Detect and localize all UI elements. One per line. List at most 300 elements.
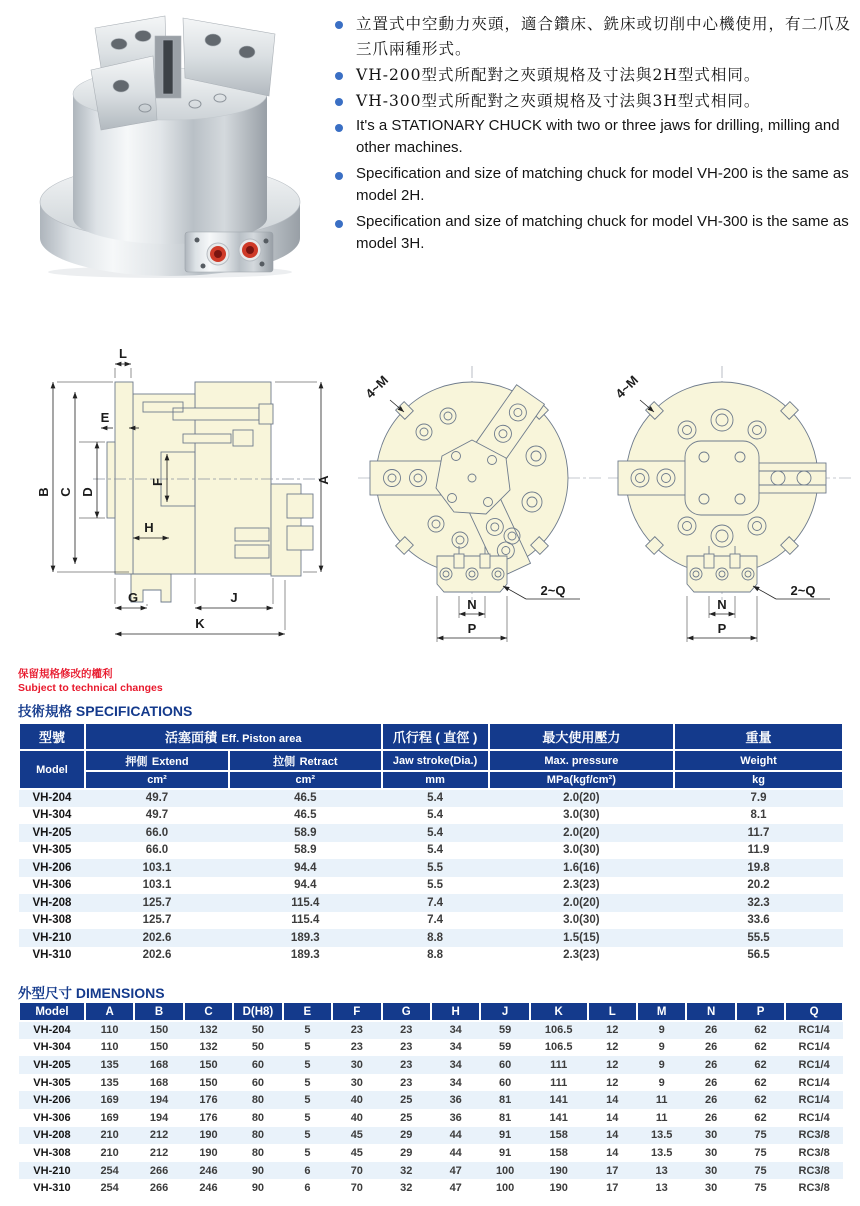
dims-cell: 210 (100, 1129, 119, 1142)
dims-cell: 246 (199, 1164, 218, 1177)
dims-col-header: C (184, 1002, 233, 1021)
dims-cell: 26 (704, 1111, 718, 1124)
dims-cell: 23 (400, 1024, 413, 1037)
spec-h-retract: 拉側 Retract (229, 750, 381, 771)
dims-cell: 60 (499, 1058, 512, 1071)
dims-cell: RC1/4 (798, 1041, 830, 1054)
spec-cell-pressure: 3.0(30) (563, 844, 600, 857)
dims-cell: 23 (350, 1041, 363, 1054)
spec-cell-stroke: 5.5 (427, 861, 444, 874)
dims-cell: 110 (100, 1024, 119, 1037)
spec-cell-weight: 32.3 (747, 896, 770, 909)
dims-cell: RC1/4 (798, 1094, 830, 1107)
dims-cell: 75 (754, 1129, 767, 1142)
spec-row (19, 842, 843, 860)
dims-cell: 141 (549, 1111, 568, 1124)
dims-cell: 75 (754, 1182, 767, 1195)
dims-cell-model: VH-308 (33, 1146, 71, 1159)
bullet-item (330, 163, 858, 207)
dims-cell: 32 (400, 1164, 413, 1177)
spec-h-weight-zh: 重量 (674, 723, 843, 750)
spec-cell-weight: 19.8 (747, 861, 770, 874)
spec-row (19, 859, 843, 877)
chuck-face (618, 382, 826, 574)
spec-cell-stroke: 5.4 (427, 826, 444, 839)
dims-cell: 62 (754, 1111, 767, 1124)
front-view-two-jaw (590, 356, 855, 652)
bullet-dot-icon (335, 124, 343, 132)
dims-cell: 45 (350, 1146, 363, 1159)
spec-cell-extend: 103.1 (142, 861, 172, 874)
dims-cell: 30 (704, 1146, 718, 1159)
spec-h-pressure-en: Max. pressure (489, 750, 674, 771)
dims-cell: 62 (754, 1094, 767, 1107)
dims-cell-model: VH-305 (33, 1076, 71, 1089)
spec-cell-retract: 46.5 (294, 792, 317, 805)
dims-cell-model: VH-210 (33, 1164, 71, 1177)
dims-cell: 190 (549, 1164, 568, 1177)
spec-cell-pressure: 1.5(15) (563, 931, 600, 944)
spec-h-stroke-en: Jaw stroke(Dia.) (382, 750, 489, 771)
dims-cell: 100 (495, 1182, 515, 1195)
dims-row (19, 1179, 843, 1197)
dims-cell: 111 (550, 1058, 568, 1071)
dim-label-l: L (119, 346, 127, 361)
dims-cell: 9 (658, 1024, 665, 1037)
dim-label-b: B (36, 487, 51, 497)
dims-cell: 5 (304, 1041, 311, 1054)
dims-cell: 45 (350, 1129, 363, 1142)
bullet-dot-icon (335, 172, 343, 180)
dims-cell: 26 (704, 1094, 718, 1107)
dims-cell: 150 (149, 1024, 169, 1037)
dims-cell: 90 (251, 1182, 265, 1195)
dims-cell-model: VH-204 (33, 1024, 71, 1037)
spec-cell-model: VH-204 (32, 792, 72, 805)
spec-table-header (19, 723, 843, 789)
dims-cell: 91 (499, 1146, 512, 1159)
dims-cell: 132 (199, 1024, 218, 1037)
spec-cell-stroke: 5.5 (427, 879, 444, 892)
dims-cell: 80 (251, 1111, 265, 1124)
spec-row (19, 929, 843, 947)
dims-cell: 62 (754, 1076, 767, 1089)
spec-h-extend-unit: cm² (85, 771, 229, 789)
dims-cell: 13 (655, 1164, 668, 1177)
dims-cell: 150 (199, 1076, 218, 1089)
dim-label-d: D (80, 487, 95, 497)
dims-cell: 169 (100, 1094, 119, 1107)
disclaimer-zh: 保留規格修改的權利 (18, 668, 113, 680)
spec-h-model-en: Model (19, 750, 85, 789)
dims-col-header: J (480, 1002, 529, 1021)
dims-cell: 29 (400, 1129, 413, 1142)
spec-cell-pressure: 1.6(16) (563, 861, 600, 874)
dims-cell: 6 (304, 1182, 311, 1195)
spec-h-extend: 押側 Extend (85, 750, 229, 771)
dims-cell: 190 (199, 1146, 218, 1159)
dims-cell: 141 (549, 1094, 568, 1107)
bullet-item (330, 115, 858, 159)
dims-cell: 81 (499, 1094, 512, 1107)
spec-h-weight-en: Weight (674, 750, 843, 771)
side-view-drawing (35, 342, 335, 657)
dim-label-e: E (100, 410, 110, 425)
front-view-three-jaw (340, 356, 605, 652)
dims-cell: 23 (350, 1024, 363, 1037)
dims-cell: 50 (251, 1041, 265, 1054)
dims-cell: 11 (655, 1094, 668, 1107)
dims-cell: 25 (400, 1094, 413, 1107)
spec-cell-model: VH-210 (32, 931, 72, 944)
spec-table (18, 722, 844, 964)
dims-cell: 132 (199, 1041, 218, 1054)
bolt-holes-label: 4~M (612, 372, 642, 402)
jaw (752, 463, 826, 493)
dims-cell: RC1/4 (798, 1024, 830, 1037)
spec-cell-model: VH-308 (32, 914, 72, 927)
spec-cell-extend: 125.7 (142, 914, 172, 927)
dims-cell: 17 (606, 1164, 619, 1177)
spec-h-weight-unit: kg (674, 771, 843, 789)
dims-cell: 44 (449, 1146, 462, 1159)
spec-cell-pressure: 3.0(30) (563, 809, 600, 822)
spec-cell-model: VH-205 (32, 826, 72, 839)
dims-cell: 26 (704, 1076, 718, 1089)
dims-cell: RC3/8 (798, 1182, 830, 1195)
dim-label-h: H (144, 520, 154, 535)
bullet-text: VH-200型式所配對之夾頭規格及寸法與2H型式相同。 (356, 66, 761, 84)
dims-cell: 266 (149, 1182, 169, 1195)
dims-cell: 17 (606, 1182, 619, 1195)
spec-cell-extend: 103.1 (142, 879, 172, 892)
spec-cell-pressure: 2.0(20) (563, 896, 600, 909)
dims-cell: 5 (304, 1146, 311, 1159)
spec-cell-retract: 58.9 (294, 844, 317, 857)
jaw (370, 461, 442, 495)
dims-table (18, 1001, 844, 1197)
dims-cell: 5 (304, 1094, 311, 1107)
dims-cell: RC3/8 (798, 1146, 830, 1159)
dims-cell: 80 (251, 1146, 265, 1159)
spec-cell-retract: 115.4 (291, 914, 320, 927)
dims-cell: 14 (606, 1146, 619, 1159)
spec-cell-extend: 66.0 (145, 844, 169, 857)
dims-cell: 59 (499, 1024, 512, 1037)
dims-section-title (18, 982, 165, 1002)
dims-cell: 75 (754, 1164, 767, 1177)
dims-cell: 14 (606, 1111, 619, 1124)
dims-cell: 26 (704, 1041, 718, 1054)
dims-cell-model: VH-206 (33, 1094, 71, 1107)
dims-cell: 13.5 (650, 1129, 673, 1142)
dims-row (19, 1109, 843, 1127)
spec-cell-stroke: 7.4 (427, 914, 444, 927)
dims-cell: 9 (658, 1058, 665, 1071)
dims-cell: 70 (350, 1182, 363, 1195)
dims-row (19, 1039, 843, 1057)
spec-table-body (19, 789, 843, 964)
dims-cell: 158 (549, 1129, 568, 1142)
dims-cell: 80 (251, 1094, 265, 1107)
dims-cell: 30 (704, 1129, 718, 1142)
spec-section-title (18, 700, 192, 720)
dims-cell: 12 (606, 1041, 619, 1054)
dims-cell: 62 (754, 1058, 767, 1071)
dims-cell: RC1/4 (798, 1058, 830, 1071)
dims-cell: 40 (350, 1094, 363, 1107)
dim-label-f: F (150, 478, 165, 486)
dims-cell: 150 (149, 1041, 169, 1054)
dims-cell: 62 (754, 1041, 767, 1054)
spec-cell-pressure: 2.0(20) (563, 826, 600, 839)
disclaimer (18, 668, 163, 695)
dims-title-en: DIMENSIONS (75, 985, 165, 1001)
spec-h-retract-unit: cm² (229, 771, 381, 789)
dims-cell: 34 (449, 1041, 462, 1054)
spec-cell-pressure: 2.0(20) (563, 792, 600, 805)
spec-cell-extend: 49.7 (145, 792, 169, 805)
dims-col-header: P (736, 1002, 785, 1021)
dims-col-header: D(H8) (233, 1002, 282, 1021)
dims-cell: 212 (149, 1146, 169, 1159)
dims-cell: 168 (149, 1076, 169, 1089)
dims-cell: 91 (499, 1129, 512, 1142)
dims-cell: 14 (606, 1129, 619, 1142)
dims-cell: 168 (149, 1058, 169, 1071)
spec-h-stroke-zh: 爪行程 ( 直徑 ) (382, 723, 489, 750)
dims-cell: 12 (606, 1076, 619, 1089)
dims-cell: 212 (149, 1129, 169, 1142)
dims-cell: 30 (704, 1164, 718, 1177)
dims-cell: 81 (499, 1111, 512, 1124)
spec-cell-model: VH-206 (32, 861, 72, 874)
dims-col-header: E (283, 1002, 332, 1021)
spec-cell-pressure: 2.3(23) (563, 949, 600, 962)
spec-title-zh: 技術規格 (18, 704, 72, 719)
dims-table-body (19, 1021, 843, 1197)
dims-cell: 25 (400, 1111, 413, 1124)
spec-cell-extend: 49.7 (145, 809, 169, 822)
spec-h-pressure-zh: 最大使用壓力 (489, 723, 674, 750)
spec-row (19, 877, 843, 895)
dims-cell: 30 (350, 1076, 363, 1089)
dims-cell-model: VH-304 (33, 1041, 71, 1054)
spec-cell-retract: 94.4 (294, 861, 317, 874)
bullet-dot-icon (335, 21, 343, 29)
dims-cell: 5 (304, 1111, 311, 1124)
dims-cell: 12 (606, 1058, 619, 1071)
spec-cell-extend: 202.6 (142, 931, 172, 944)
dims-row (19, 1074, 843, 1092)
bullet-item (330, 211, 858, 255)
spec-cell-extend: 202.6 (142, 949, 172, 962)
dims-cell: 190 (549, 1182, 568, 1195)
spec-row (19, 824, 843, 842)
dims-cell: 47 (449, 1182, 462, 1195)
dims-cell: 150 (199, 1058, 218, 1071)
dims-col-header: G (382, 1002, 431, 1021)
dims-cell: 34 (449, 1024, 462, 1037)
spec-cell-model: VH-310 (32, 949, 72, 962)
dims-cell: 59 (499, 1041, 512, 1054)
dims-cell: RC3/8 (798, 1129, 830, 1142)
dims-cell: 36 (449, 1094, 462, 1107)
dims-cell: 75 (754, 1146, 767, 1159)
spec-cell-weight: 7.9 (750, 792, 767, 805)
dims-cell: RC3/8 (798, 1164, 830, 1177)
spec-h-model-zh: 型號 (19, 723, 85, 750)
intro-bullet-list (330, 12, 858, 259)
dims-cell: 13.5 (650, 1146, 673, 1159)
bullet-text: Specification and size of matching chuck for model VH-300 is the same as model 3H. (356, 213, 849, 252)
dims-cell: 36 (449, 1111, 462, 1124)
dims-row (19, 1127, 843, 1145)
dims-cell: 90 (251, 1164, 265, 1177)
dims-cell: 110 (100, 1041, 119, 1054)
dims-cell-model: VH-310 (33, 1182, 71, 1195)
dim-label-c: C (58, 487, 73, 497)
n-dim-label: N (717, 597, 727, 612)
photo-port-block (185, 232, 273, 272)
dims-cell: 111 (550, 1076, 568, 1089)
dim-label-a: A (316, 475, 331, 485)
bullet-text: 立置式中空動力夾頭，適合鑽床、銑床或切削中心機使用，有二爪及三爪兩種形式。 (356, 15, 852, 58)
dims-cell: 26 (704, 1058, 718, 1071)
spec-cell-weight: 56.5 (747, 949, 770, 962)
dims-cell: 135 (100, 1058, 119, 1071)
dim-label-j: J (230, 590, 238, 605)
dims-cell: 60 (499, 1076, 512, 1089)
dims-col-header: A (85, 1002, 134, 1021)
dims-cell: 26 (704, 1024, 718, 1037)
dims-cell: 254 (100, 1182, 119, 1195)
n-dim-label: N (467, 597, 477, 612)
dims-cell: 23 (400, 1058, 413, 1071)
dim-label-k: K (195, 616, 205, 631)
spec-cell-retract: 46.5 (294, 809, 317, 822)
dims-cell: 23 (400, 1076, 413, 1089)
bolt-holes-label: 4~M (362, 372, 392, 402)
dims-cell: 40 (350, 1111, 363, 1124)
dims-cell: 32 (400, 1182, 413, 1195)
spec-h-pressure-unit: MPa(kgf/cm²) (489, 771, 674, 789)
dims-col-header: Q (785, 1002, 843, 1021)
dims-cell: 106.5 (544, 1024, 573, 1037)
dims-cell: 70 (350, 1164, 363, 1177)
spec-cell-pressure: 2.3(23) (563, 879, 600, 892)
ports-label: 2~Q (790, 583, 816, 598)
spec-title-en: SPECIFICATIONS (75, 703, 193, 719)
dims-cell: 254 (100, 1164, 119, 1177)
spec-cell-stroke: 5.4 (427, 792, 444, 805)
spec-cell-weight: 11.7 (747, 826, 770, 839)
dims-cell: 29 (400, 1146, 413, 1159)
spec-cell-stroke: 5.4 (427, 844, 444, 857)
spec-cell-weight: 20.2 (747, 879, 770, 892)
spec-cell-stroke: 5.4 (427, 809, 444, 822)
dims-cell: 9 (658, 1041, 665, 1054)
dims-cell: 135 (100, 1076, 119, 1089)
ports-label: 2~Q (540, 583, 566, 598)
dims-cell-model: VH-306 (33, 1111, 71, 1124)
dim-label-g: G (127, 590, 139, 605)
center-hub (685, 441, 759, 515)
bullet-item (330, 89, 858, 114)
spec-row (19, 789, 843, 807)
spec-cell-retract: 115.4 (291, 896, 320, 909)
dims-cell: 5 (304, 1058, 311, 1071)
bullet-dot-icon (335, 72, 343, 80)
bullet-dot-icon (335, 98, 343, 106)
dims-cell: 80 (251, 1129, 265, 1142)
spec-cell-weight: 8.1 (750, 809, 767, 822)
dims-cell: 5 (304, 1129, 311, 1142)
dims-col-header: K (530, 1002, 588, 1021)
spec-row (19, 947, 843, 965)
dims-row (19, 1021, 843, 1039)
side-body (107, 382, 313, 602)
dims-cell: 60 (251, 1076, 265, 1089)
dims-cell: 9 (658, 1076, 665, 1089)
dims-cell: 44 (449, 1129, 462, 1142)
chuck-face (370, 382, 568, 578)
spec-cell-model: VH-306 (32, 879, 72, 892)
dims-cell-model: VH-205 (33, 1058, 71, 1071)
spec-row (19, 807, 843, 825)
spec-cell-retract: 189.3 (290, 931, 320, 944)
dims-table-header (19, 1002, 843, 1021)
dims-cell: RC1/4 (798, 1076, 830, 1089)
spec-cell-retract: 189.3 (290, 949, 320, 962)
dims-cell: 11 (655, 1111, 668, 1124)
dims-col-header: M (637, 1002, 686, 1021)
bullet-item (330, 63, 858, 88)
spec-cell-stroke: 7.4 (427, 896, 444, 909)
spec-cell-weight: 33.6 (747, 914, 770, 927)
spec-cell-retract: 94.4 (294, 879, 317, 892)
spec-cell-retract: 58.9 (294, 826, 317, 839)
dims-cell: 176 (199, 1111, 218, 1124)
dims-col-header: B (134, 1002, 183, 1021)
product-photo (35, 8, 305, 280)
dims-header-row (19, 1002, 843, 1021)
spec-h-piston: 活塞面積 Eff. Piston area (85, 723, 382, 750)
dims-cell: 13 (655, 1182, 668, 1195)
bullet-dot-icon (335, 220, 343, 228)
spec-cell-weight: 55.5 (747, 931, 770, 944)
spec-cell-model: VH-304 (32, 809, 72, 822)
spec-cell-stroke: 8.8 (427, 949, 444, 962)
dims-cell: 190 (199, 1129, 218, 1142)
spec-cell-stroke: 8.8 (427, 931, 444, 944)
dims-cell: 34 (449, 1076, 462, 1089)
dims-cell: 12 (606, 1024, 619, 1037)
bullet-text: Specification and size of matching chuck for model VH-200 is the same as model 2H. (356, 165, 849, 204)
dims-col-header: L (588, 1002, 637, 1021)
spec-row (19, 912, 843, 930)
dims-cell: 30 (704, 1182, 718, 1195)
dims-title-zh: 外型尺寸 (18, 986, 72, 1001)
dims-col-header: F (332, 1002, 381, 1021)
dims-cell: 50 (251, 1024, 265, 1037)
disclaimer-en: Subject to technical changes (18, 681, 163, 694)
dims-cell: RC1/4 (798, 1111, 830, 1124)
dims-cell: 100 (495, 1164, 515, 1177)
dims-cell: 210 (100, 1146, 119, 1159)
dims-cell: 266 (149, 1164, 169, 1177)
dims-cell: 30 (350, 1058, 363, 1071)
